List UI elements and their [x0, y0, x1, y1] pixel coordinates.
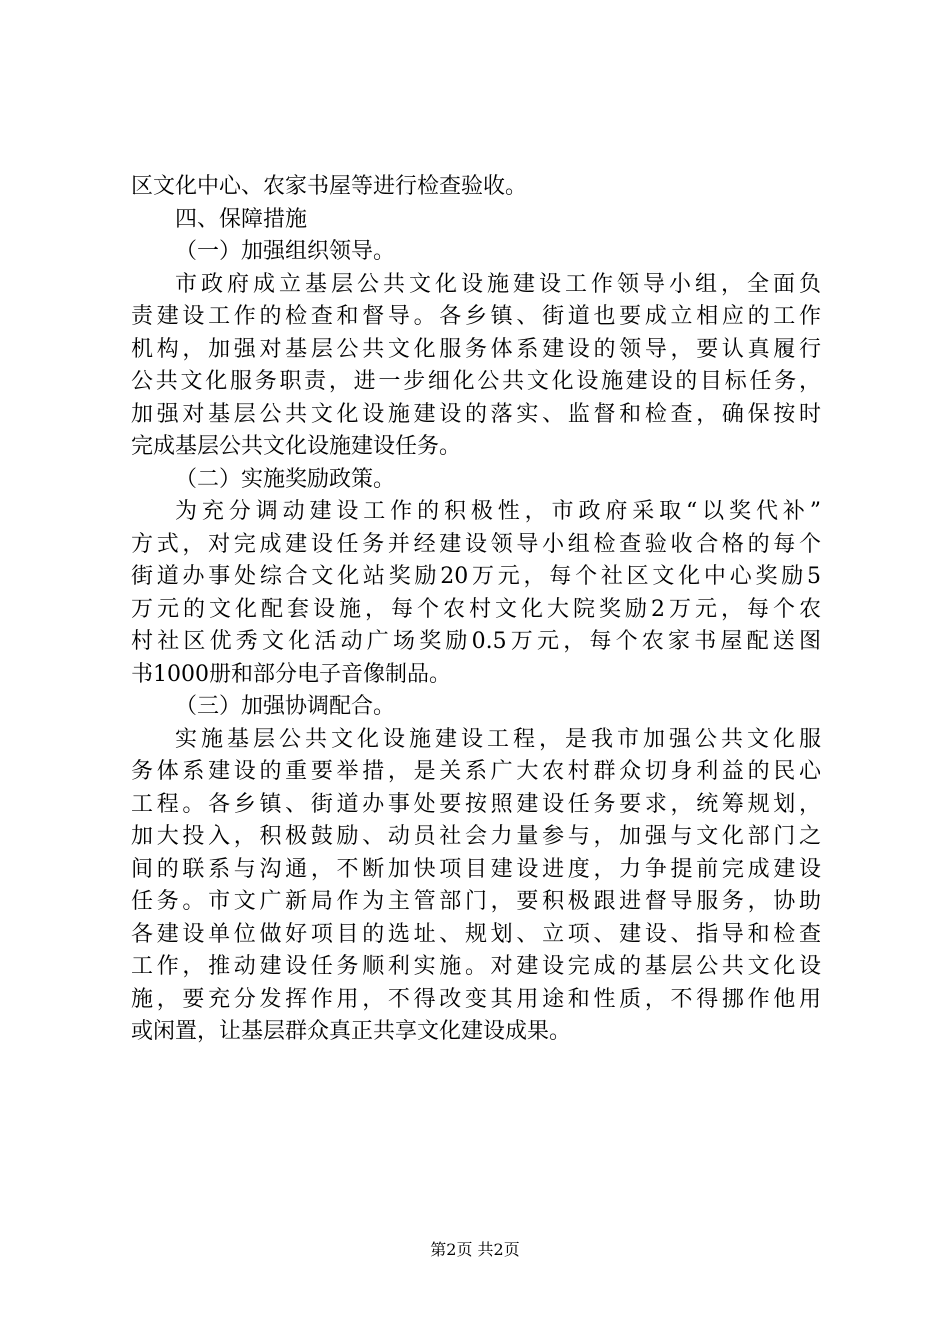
text-line: 责建设工作的检查和督导。各乡镇、街道也要成立相应的工作	[131, 304, 821, 329]
text-line: 村社区优秀文化活动广场奖励0.5万元，每个农家书屋配送图	[131, 629, 821, 654]
text-line: 区文化中心、农家书屋等进行检查验收。	[131, 174, 528, 199]
text-line: 机构，加强对基层公共文化服务体系建设的领导，要认真履行	[131, 336, 821, 362]
page-footer: 第2页 共2页	[430, 1240, 520, 1259]
text-line: （二）实施奖励政策。	[175, 466, 396, 492]
text-line: 实施基层公共文化设施建设工程，是我市加强公共文化服	[175, 726, 821, 752]
text-line: 万元的文化配套设施，每个农村文化大院奖励2万元，每个农	[131, 596, 821, 622]
text-line: 工程。各乡镇、街道办事处要按照建设任务要求，统筹规划，	[131, 791, 821, 817]
text-line: 街道办事处综合文化站奖励20万元，每个社区文化中心奖励5	[131, 564, 821, 589]
text-line: 工作，推动建设任务顺利实施。对建设完成的基层公共文化设	[131, 954, 821, 979]
text-line: 方式，对完成建设任务并经建设领导小组检查验收合格的每个	[131, 531, 821, 557]
text-line: 或闲置，让基层群众真正共享文化建设成果。	[131, 1019, 572, 1044]
text-line: （三）加强协调配合。	[175, 694, 396, 719]
text-line: 务体系建设的重要举措，是关系广大农村群众切身利益的民心	[131, 759, 821, 784]
text-line: 各建设单位做好项目的选址、规划、立项、建设、指导和检查	[131, 921, 821, 947]
text-line: 为充分调动建设工作的积极性，市政府采取“以奖代补”	[175, 499, 821, 524]
document-body	[131, 171, 821, 1049]
text-line: 加强对基层公共文化设施建设的落实、监督和检查，确保按时	[131, 401, 821, 427]
text-line: 公共文化服务职责，进一步细化公共文化设施建设的目标任务，	[131, 369, 821, 394]
text-line: 施，要充分发挥作用，不得改变其用途和性质，不得挪作他用	[131, 986, 821, 1012]
text-line: 市政府成立基层公共文化设施建设工作领导小组，全面负	[175, 271, 821, 297]
text-line: 完成基层公共文化设施建设任务。	[131, 434, 462, 459]
text-line: 书1000册和部分电子音像制品。	[131, 661, 451, 687]
text-line: 四、保障措施	[175, 206, 308, 232]
text-line: 加大投入，积极鼓励、动员社会力量参与，加强与文化部门之	[131, 824, 821, 849]
text-line: 间的联系与沟通，不断加快项目建设进度，力争提前完成建设	[131, 856, 821, 882]
text-line: 任务。市文广新局作为主管部门，要积极跟进督导服务，协助	[131, 889, 821, 914]
text-line: （一）加强组织领导。	[175, 239, 396, 264]
